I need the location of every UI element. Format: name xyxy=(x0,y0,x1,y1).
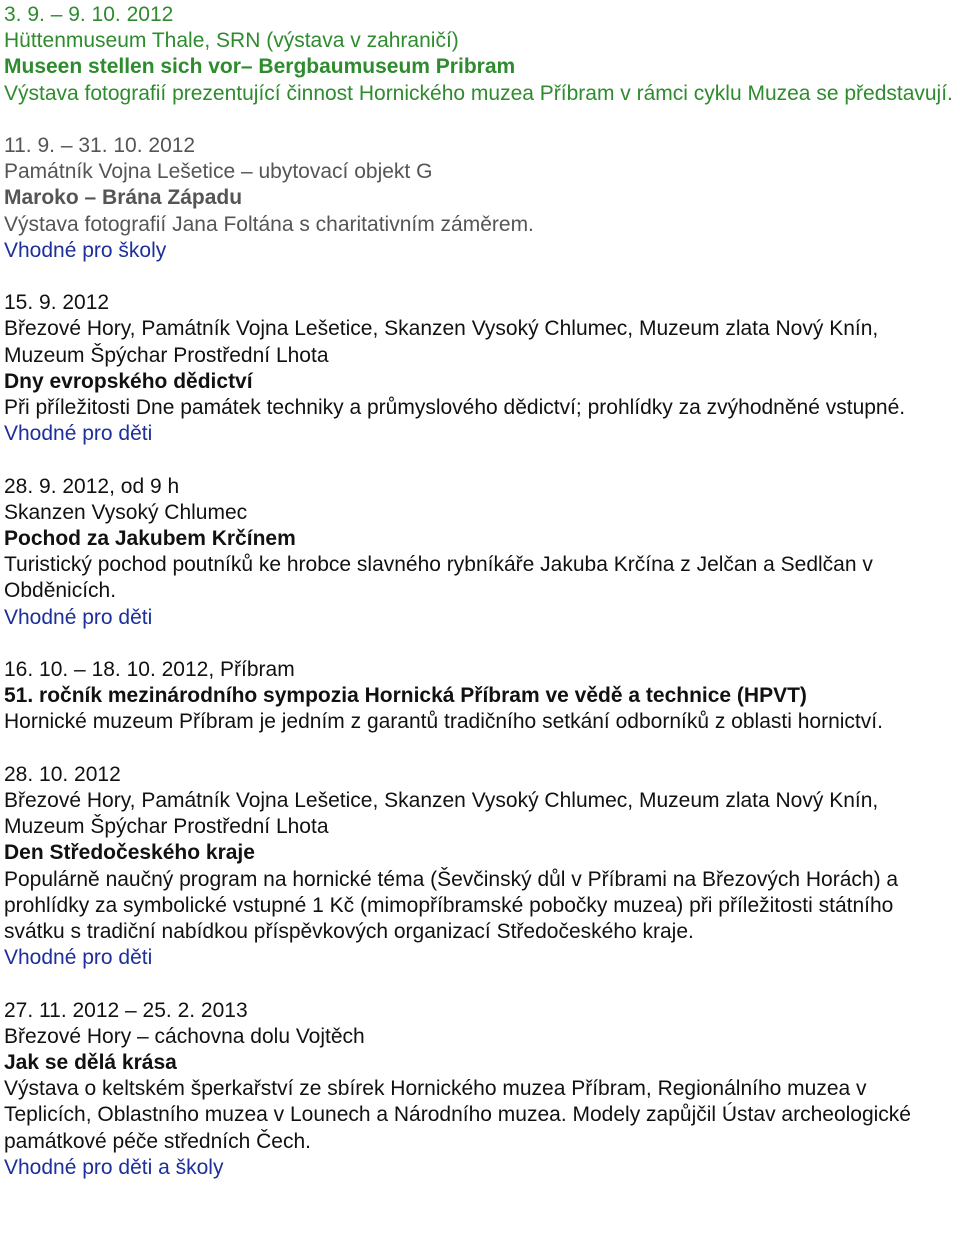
event-title: Pochod za Jakubem Krčínem xyxy=(4,527,296,551)
event-item xyxy=(4,762,956,972)
event-title: 51. ročník mezinárodního sympozia Hornická Příbram ve vědě a technice (HPVT) xyxy=(4,684,807,708)
event-title: Dny evropského dědictví xyxy=(4,369,253,393)
event-date: 28. 9. 2012, od 9 h xyxy=(4,474,180,498)
event-place: Březové Hory – cáchovna dolu Vojtěch xyxy=(4,1024,365,1048)
event-item xyxy=(4,133,956,264)
event-title: Museen stellen sich vor– Bergbaumuseum Pribram xyxy=(4,55,516,79)
event-audience: Vhodné pro děti xyxy=(4,422,153,446)
event-item xyxy=(4,2,956,107)
event-date: 27. 11. 2012 – 25. 2. 2013 xyxy=(4,998,248,1022)
event-place: Hüttenmuseum Thale, SRN (výstava v zahraničí) xyxy=(4,29,459,53)
event-audience: Vhodné pro děti a školy xyxy=(4,1155,224,1179)
event-description: Výstava fotografií Jana Foltána s charitativním záměrem. xyxy=(4,212,534,236)
event-date: 15. 9. 2012 xyxy=(4,291,110,315)
event-place: Březové Hory, Památník Vojna Lešetice, Skanzen Vysoký Chlumec, Muzeum zlata Nový Knín, Muzeum Špýchar Prostřední Lhota xyxy=(4,317,879,367)
event-description: Hornické muzeum Příbram je jedním z garantů tradičního setkání odborníků z oblasti hornictví. xyxy=(4,710,883,734)
event-date: 28. 10. 2012 xyxy=(4,762,121,786)
event-description: Turistický pochod poutníků ke hrobce slavného rybníkáře Jakuba Krčína z Jelčan a Sedlčan v Obděnicích. xyxy=(4,553,873,603)
event-item xyxy=(4,290,956,447)
event-item xyxy=(4,474,956,631)
event-description: Při příležitosti Dne památek techniky a průmyslového dědictví; prohlídky za zvýhodněné vstupné. xyxy=(4,396,906,420)
event-title: Den Středočeského kraje xyxy=(4,841,255,865)
event-audience: Vhodné pro děti xyxy=(4,946,153,970)
event-place: Skanzen Vysoký Chlumec xyxy=(4,500,248,524)
event-title: Maroko – Brána Západu xyxy=(4,186,243,210)
event-date: 11. 9. – 31. 10. 2012 xyxy=(4,134,196,157)
event-place: Březové Hory, Památník Vojna Lešetice, Skanzen Vysoký Chlumec, Muzeum zlata Nový Knín, Muzeum Špýchar Prostřední Lhota xyxy=(4,789,879,839)
event-description: Populárně naučný program na hornické téma (Ševčinský důl v Příbrami na Březových Horách) a prohlídky za symbolické vstupné 1 Kč (mimopříbramské pobočky muzea) při příležitosti státního svátku s tradiční nabídkou příspěvkových organizací Středočeského kraje. xyxy=(4,867,899,944)
event-date: 3. 9. – 9. 10. 2012 xyxy=(4,3,174,26)
event-audience: Vhodné pro školy xyxy=(4,238,167,262)
event-title: Jak se dělá krása xyxy=(4,1051,177,1075)
event-item xyxy=(4,998,956,1181)
event-description: Výstava o keltském šperkařství ze sbírek Hornického muzea Příbram, Regionálního muzea v Teplicích, Oblastního muzea v Lounech a Národního muzea. Modely zapůjčil Ústav archeologické památkové péče středních Čech. xyxy=(4,1077,911,1153)
event-place: Památník Vojna Lešetice – ubytovací objekt G xyxy=(4,160,433,184)
event-date: 16. 10. – 18. 10. 2012, Příbram xyxy=(4,658,295,682)
event-item xyxy=(4,657,956,736)
event-description: Výstava fotografií prezentující činnost Hornického muzea Příbram v rámci cyklu Muzea se představují. xyxy=(4,81,953,105)
event-audience: Vhodné pro děti xyxy=(4,605,153,629)
